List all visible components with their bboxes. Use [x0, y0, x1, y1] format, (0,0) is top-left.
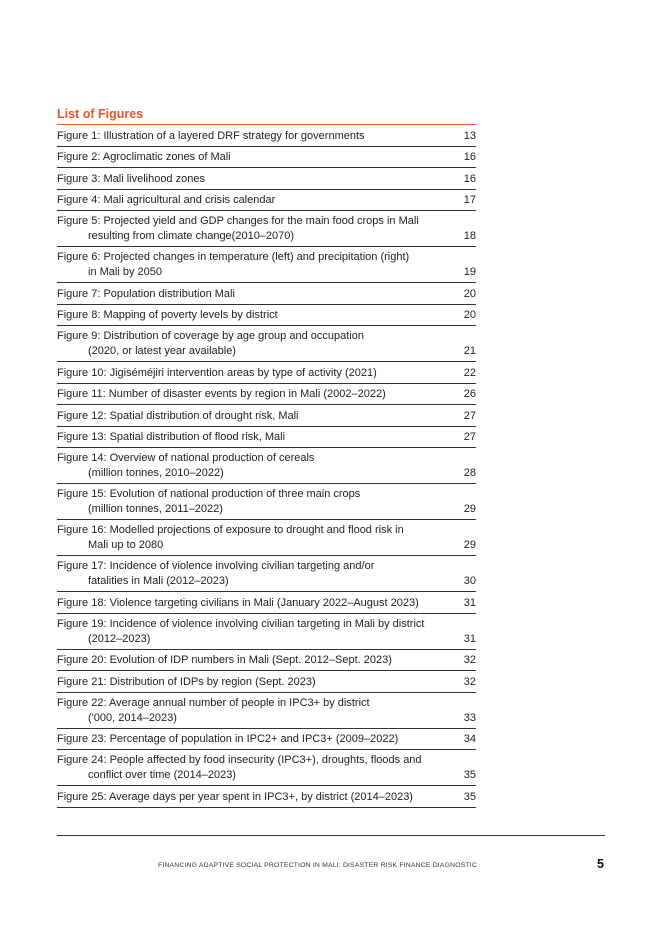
figure-entry[interactable]: [57, 362, 476, 384]
figure-title: [57, 366, 452, 381]
figure-entry[interactable]: [57, 190, 476, 212]
figure-entry[interactable]: [57, 671, 476, 693]
figure-title-line: Figure 2: Agroclimatic zones of Mali: [57, 151, 231, 163]
figure-title: [57, 329, 452, 359]
figure-title: [57, 696, 452, 726]
figure-entry[interactable]: [57, 125, 476, 147]
figure-title: [57, 250, 452, 280]
figure-entry[interactable]: [57, 592, 476, 614]
figure-title-line: Figure 22: Average annual number of people in IPC3+ by district: [57, 696, 370, 709]
footer-divider: [57, 835, 605, 836]
figure-title: [57, 653, 452, 668]
figure-title-line: Figure 9: Distribution of coverage by age group and occupation: [57, 330, 364, 342]
figure-title: [57, 150, 452, 165]
figure-title: [57, 287, 452, 302]
figure-title-line: Figure 5: Projected yield and GDP changes for the main food crops in Mali: [57, 215, 419, 227]
page-number: 5: [597, 857, 604, 871]
figure-page-number: 16: [463, 151, 476, 163]
figure-title-line: Figure 4: Mali agricultural and crisis calendar: [57, 194, 276, 206]
figure-title-line: Figure 7: Population distribution Mali: [57, 287, 235, 300]
figure-entry[interactable]: [57, 427, 476, 449]
figure-page-number: 29: [463, 539, 476, 551]
figure-title-continuation: in Mali by 2050: [88, 266, 162, 278]
figure-page-number: 16: [463, 172, 476, 185]
figure-page-number: 27: [463, 409, 476, 422]
figure-title-line: Figure 8: Mapping of poverty levels by district: [57, 309, 278, 321]
figure-entry[interactable]: [57, 326, 476, 362]
figure-title-continuation: conflict over time (2014–2023): [88, 769, 236, 781]
figure-page-number: 35: [463, 769, 476, 781]
figure-title-line: Figure 25: Average days per year spent in IPC3+, by district (2014–2023): [57, 790, 413, 803]
figure-title: [57, 308, 452, 323]
figure-title: [57, 732, 452, 747]
figure-entry[interactable]: [57, 168, 476, 190]
figure-entry[interactable]: [57, 729, 476, 751]
figure-entry[interactable]: [57, 614, 476, 650]
figure-page-number: 13: [463, 129, 476, 142]
figure-entry[interactable]: [57, 448, 476, 484]
figure-title-line: Figure 12: Spatial distribution of drought risk, Mali: [57, 409, 299, 422]
figure-title: [57, 790, 452, 805]
figure-page-number: 30: [463, 575, 476, 587]
figure-title-line: Figure 13: Spatial distribution of flood risk, Mali: [57, 431, 286, 443]
figure-entry[interactable]: [57, 650, 476, 672]
figure-page-number: 34: [463, 733, 476, 745]
figure-page-number: 31: [463, 632, 476, 645]
figure-page-number: 29: [463, 503, 476, 515]
figure-title-continuation: (million tonnes, 2011–2022): [88, 503, 223, 515]
figure-page-number: 21: [463, 345, 476, 357]
figure-title-line: Figure 10: Jigiséméjiri intervention areas by type of activity (2021): [57, 366, 377, 379]
figure-page-number: 20: [463, 287, 476, 300]
figure-list: [57, 124, 476, 808]
figure-entry[interactable]: [57, 384, 476, 406]
figure-title: [57, 129, 452, 144]
figure-title: [57, 487, 452, 517]
figure-title-continuation: Mali up to 2080: [88, 539, 164, 551]
figure-entry[interactable]: [57, 405, 476, 427]
figure-title-line: Figure 19: Incidence of violence involving civilian targeting in Mali by district: [57, 617, 425, 630]
figure-title: [57, 387, 452, 402]
figure-title: [57, 430, 452, 445]
figure-entry[interactable]: [57, 484, 476, 520]
figure-title-line: Figure 24: People affected by food insecurity (IPC3+), droughts, floods and: [57, 754, 422, 766]
figure-page-number: 18: [463, 230, 476, 242]
figure-title: [57, 193, 452, 208]
figure-title-line: Figure 11: Number of disaster events by region in Mali (2002–2022): [57, 388, 386, 400]
figure-title-continuation: resulting from climate change(2010–2070): [88, 230, 295, 242]
figure-entry[interactable]: [57, 147, 476, 169]
footer-title: FINANCING ADAPTIVE SOCIAL PROTECTION IN MALI: DISASTER RISK FINANCE DIAGNOSTIC: [158, 862, 477, 869]
figure-entry[interactable]: [57, 247, 476, 283]
figure-entry[interactable]: [57, 693, 476, 729]
figure-title: [57, 753, 452, 783]
figure-page-number: 32: [463, 654, 476, 666]
figure-page-number: 22: [463, 366, 476, 379]
figure-page-number: 26: [463, 388, 476, 400]
figure-title: [57, 409, 452, 424]
figure-page-number: 33: [463, 711, 476, 724]
figure-page-number: 28: [463, 467, 476, 479]
figure-title: [57, 559, 452, 589]
figure-entry[interactable]: [57, 211, 476, 247]
figure-entry[interactable]: [57, 786, 476, 808]
figure-entry[interactable]: [57, 283, 476, 305]
figure-title-continuation: (2020, or latest year available): [88, 345, 236, 357]
figure-title: [57, 523, 452, 553]
figure-title-line: Figure 23: Percentage of population in IPC2+ and IPC3+ (2009–2022): [57, 733, 399, 745]
figure-page-number: 20: [463, 309, 476, 321]
figure-title: [57, 596, 452, 611]
figure-title-line: Figure 21: Distribution of IDPs by region (Sept. 2023): [57, 675, 316, 688]
figure-entry[interactable]: [57, 305, 476, 327]
figure-page-number: 32: [463, 675, 476, 688]
figure-page-number: 19: [463, 266, 476, 278]
figure-title: [57, 617, 452, 647]
figure-title-line: Figure 18: Violence targeting civilians in Mali (January 2022–August 2023): [57, 596, 419, 609]
figure-title-line: Figure 3: Mali livelihood zones: [57, 172, 205, 185]
figure-entry[interactable]: [57, 520, 476, 556]
figure-title-line: Figure 1: Illustration of a layered DRF strategy for governments: [57, 129, 365, 142]
figure-title-continuation: fatalities in Mali (2012–2023): [88, 575, 229, 587]
figure-page-number: 27: [463, 431, 476, 443]
figure-title: [57, 172, 452, 187]
figure-title-line: Figure 14: Overview of national production of cereals: [57, 452, 315, 464]
figure-page-number: 31: [463, 596, 476, 609]
figure-title-continuation: (2012–2023): [88, 632, 151, 645]
figure-title-line: Figure 15: Evolution of national production of three main crops: [57, 488, 361, 500]
figure-title-line: Figure 17: Incidence of violence involving civilian targeting and/or: [57, 560, 375, 572]
figure-entry[interactable]: [57, 556, 476, 592]
figure-title-line: Figure 20: Evolution of IDP numbers in Mali (Sept. 2012–Sept. 2023): [57, 654, 392, 666]
figure-title-continuation: ('000, 2014–2023): [88, 711, 177, 724]
figure-title-line: Figure 6: Projected changes in temperature (left) and precipitation (right): [57, 251, 410, 263]
figure-title: [57, 675, 452, 690]
figure-title: [57, 214, 452, 244]
figure-entry[interactable]: [57, 750, 476, 786]
figure-title-continuation: (million tonnes, 2010–2022): [88, 467, 224, 479]
figure-title-line: Figure 16: Modelled projections of exposure to drought and flood risk in: [57, 524, 404, 536]
figure-page-number: 17: [463, 194, 476, 206]
list-of-figures-heading: List of Figures: [57, 107, 144, 121]
figure-page-number: 35: [463, 790, 476, 803]
figure-title: [57, 451, 452, 481]
